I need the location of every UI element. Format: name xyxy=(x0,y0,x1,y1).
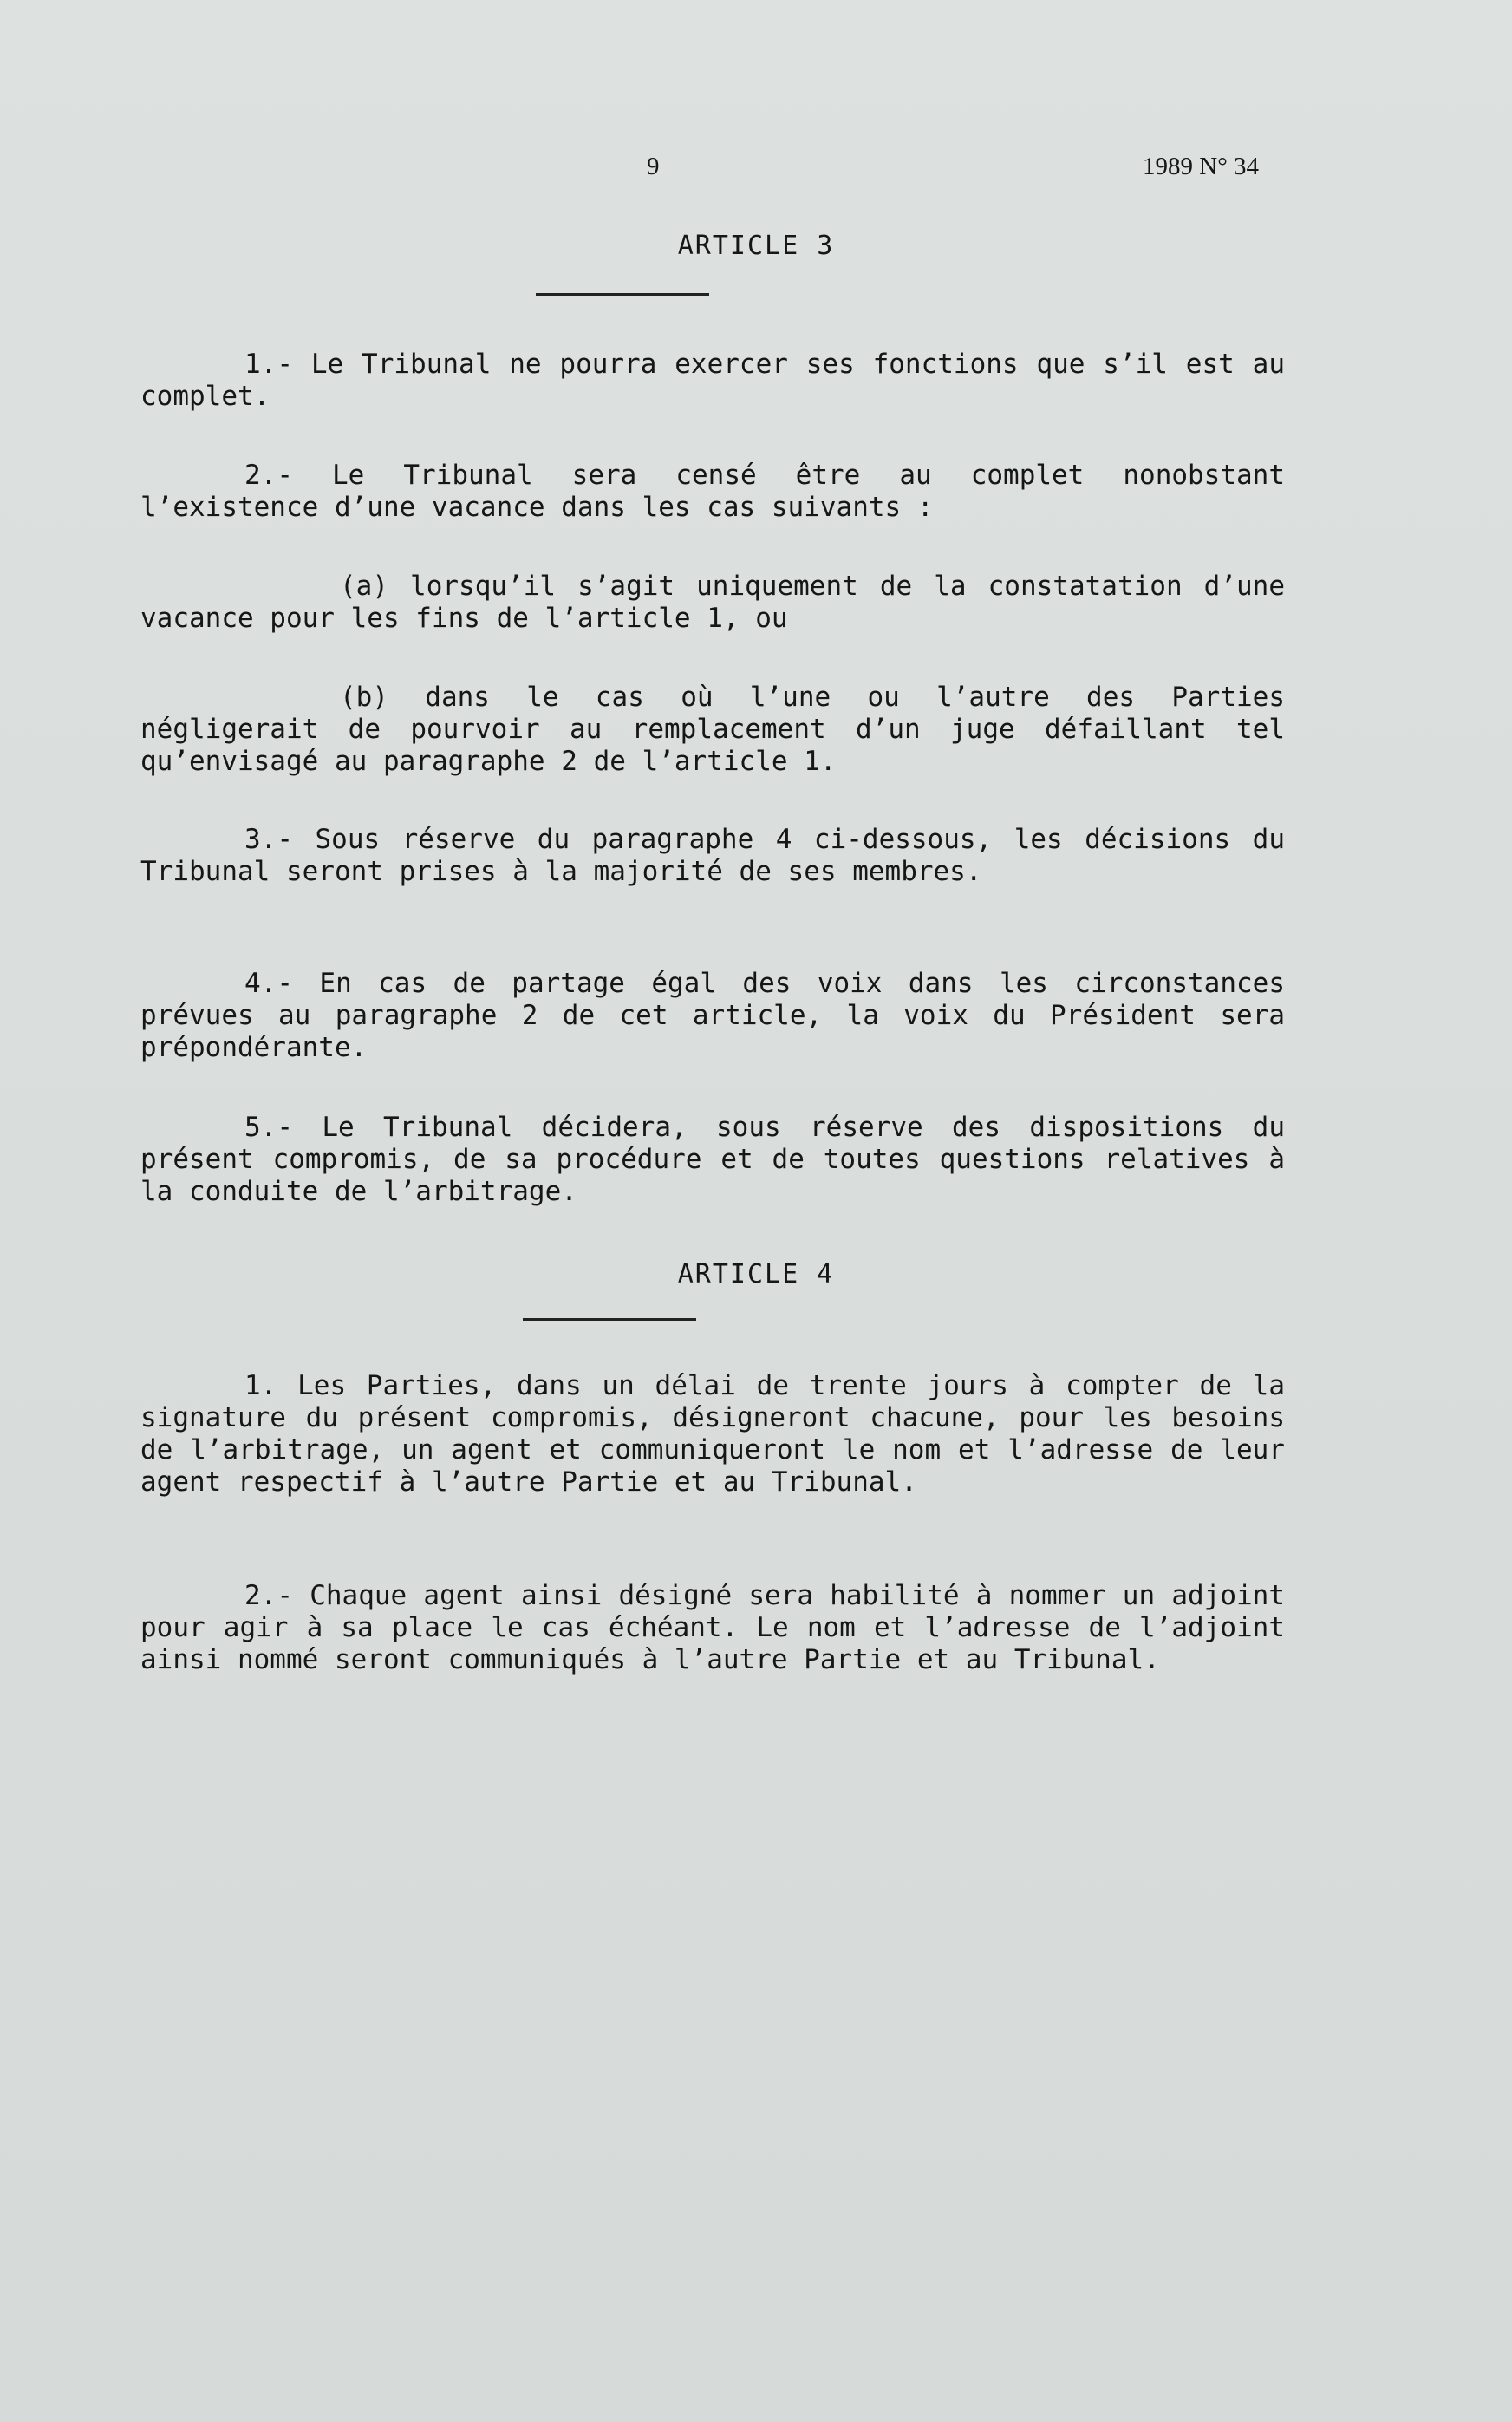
article-3-paragraph-4: 4.- En cas de partage égal des voix dans les circonstances prévues au paragraphe 2 de cet article, la voix du Président sera prépondérante. xyxy=(140,968,1285,1063)
article-4-heading: ARTICLE 4 xyxy=(677,1259,835,1289)
article-4-underline xyxy=(523,1318,696,1321)
article-3-paragraph-3: 3.- Sous réserve du paragraphe 4 ci-dessous, les décisions du Tribunal seront prises à la majorité de ses membres. xyxy=(140,824,1285,887)
article-3-paragraph-2b: (b) dans le cas où l’une ou l’autre des Parties négligerait de pourvoir au remplacement d’un juge défaillant tel qu’envisagé au paragraphe 2 de l’article 1. xyxy=(140,682,1285,777)
issue-number: 1989 N° 34 xyxy=(1143,153,1260,180)
page-number: 9 xyxy=(647,153,660,180)
article-3-paragraph-2a: (a) lorsqu’il s’agit uniquement de la constatation d’une vacance pour les fins de l’article 1, ou xyxy=(140,571,1285,634)
article-3-heading: ARTICLE 3 xyxy=(677,231,835,261)
page-header xyxy=(0,153,1512,187)
article-3-paragraph-5: 5.- Le Tribunal décidera, sous réserve des dispositions du présent compromis, de sa procédure et de toutes questions relatives à la conduite de l’arbitrage. xyxy=(140,1112,1285,1207)
article-4-paragraph-1: 1. Les Parties, dans un délai de trente jours à compter de la signature du présent compromis, désigneront chacune, pour les besoins de l’arbitrage, un agent et communiqueront le nom et l’adresse de leur agent respectif à l’autre Partie et au Tribunal. xyxy=(140,1370,1285,1498)
article-4-paragraph-2: 2.- Chaque agent ainsi désigné sera habilité à nommer un adjoint pour agir à sa place le cas échéant. Le nom et l’adresse de l’adjoint ainsi nommé seront communiqués à l’autre Partie et au Tribunal. xyxy=(140,1580,1285,1675)
article-3-underline xyxy=(536,293,709,296)
article-3-paragraph-1: 1.- Le Tribunal ne pourra exercer ses fonctions que s’il est au complet. xyxy=(140,349,1285,412)
article-3-paragraph-2: 2.- Le Tribunal sera censé être au complet nonobstant l’existence d’une vacance dans les cas suivants : xyxy=(140,460,1285,523)
